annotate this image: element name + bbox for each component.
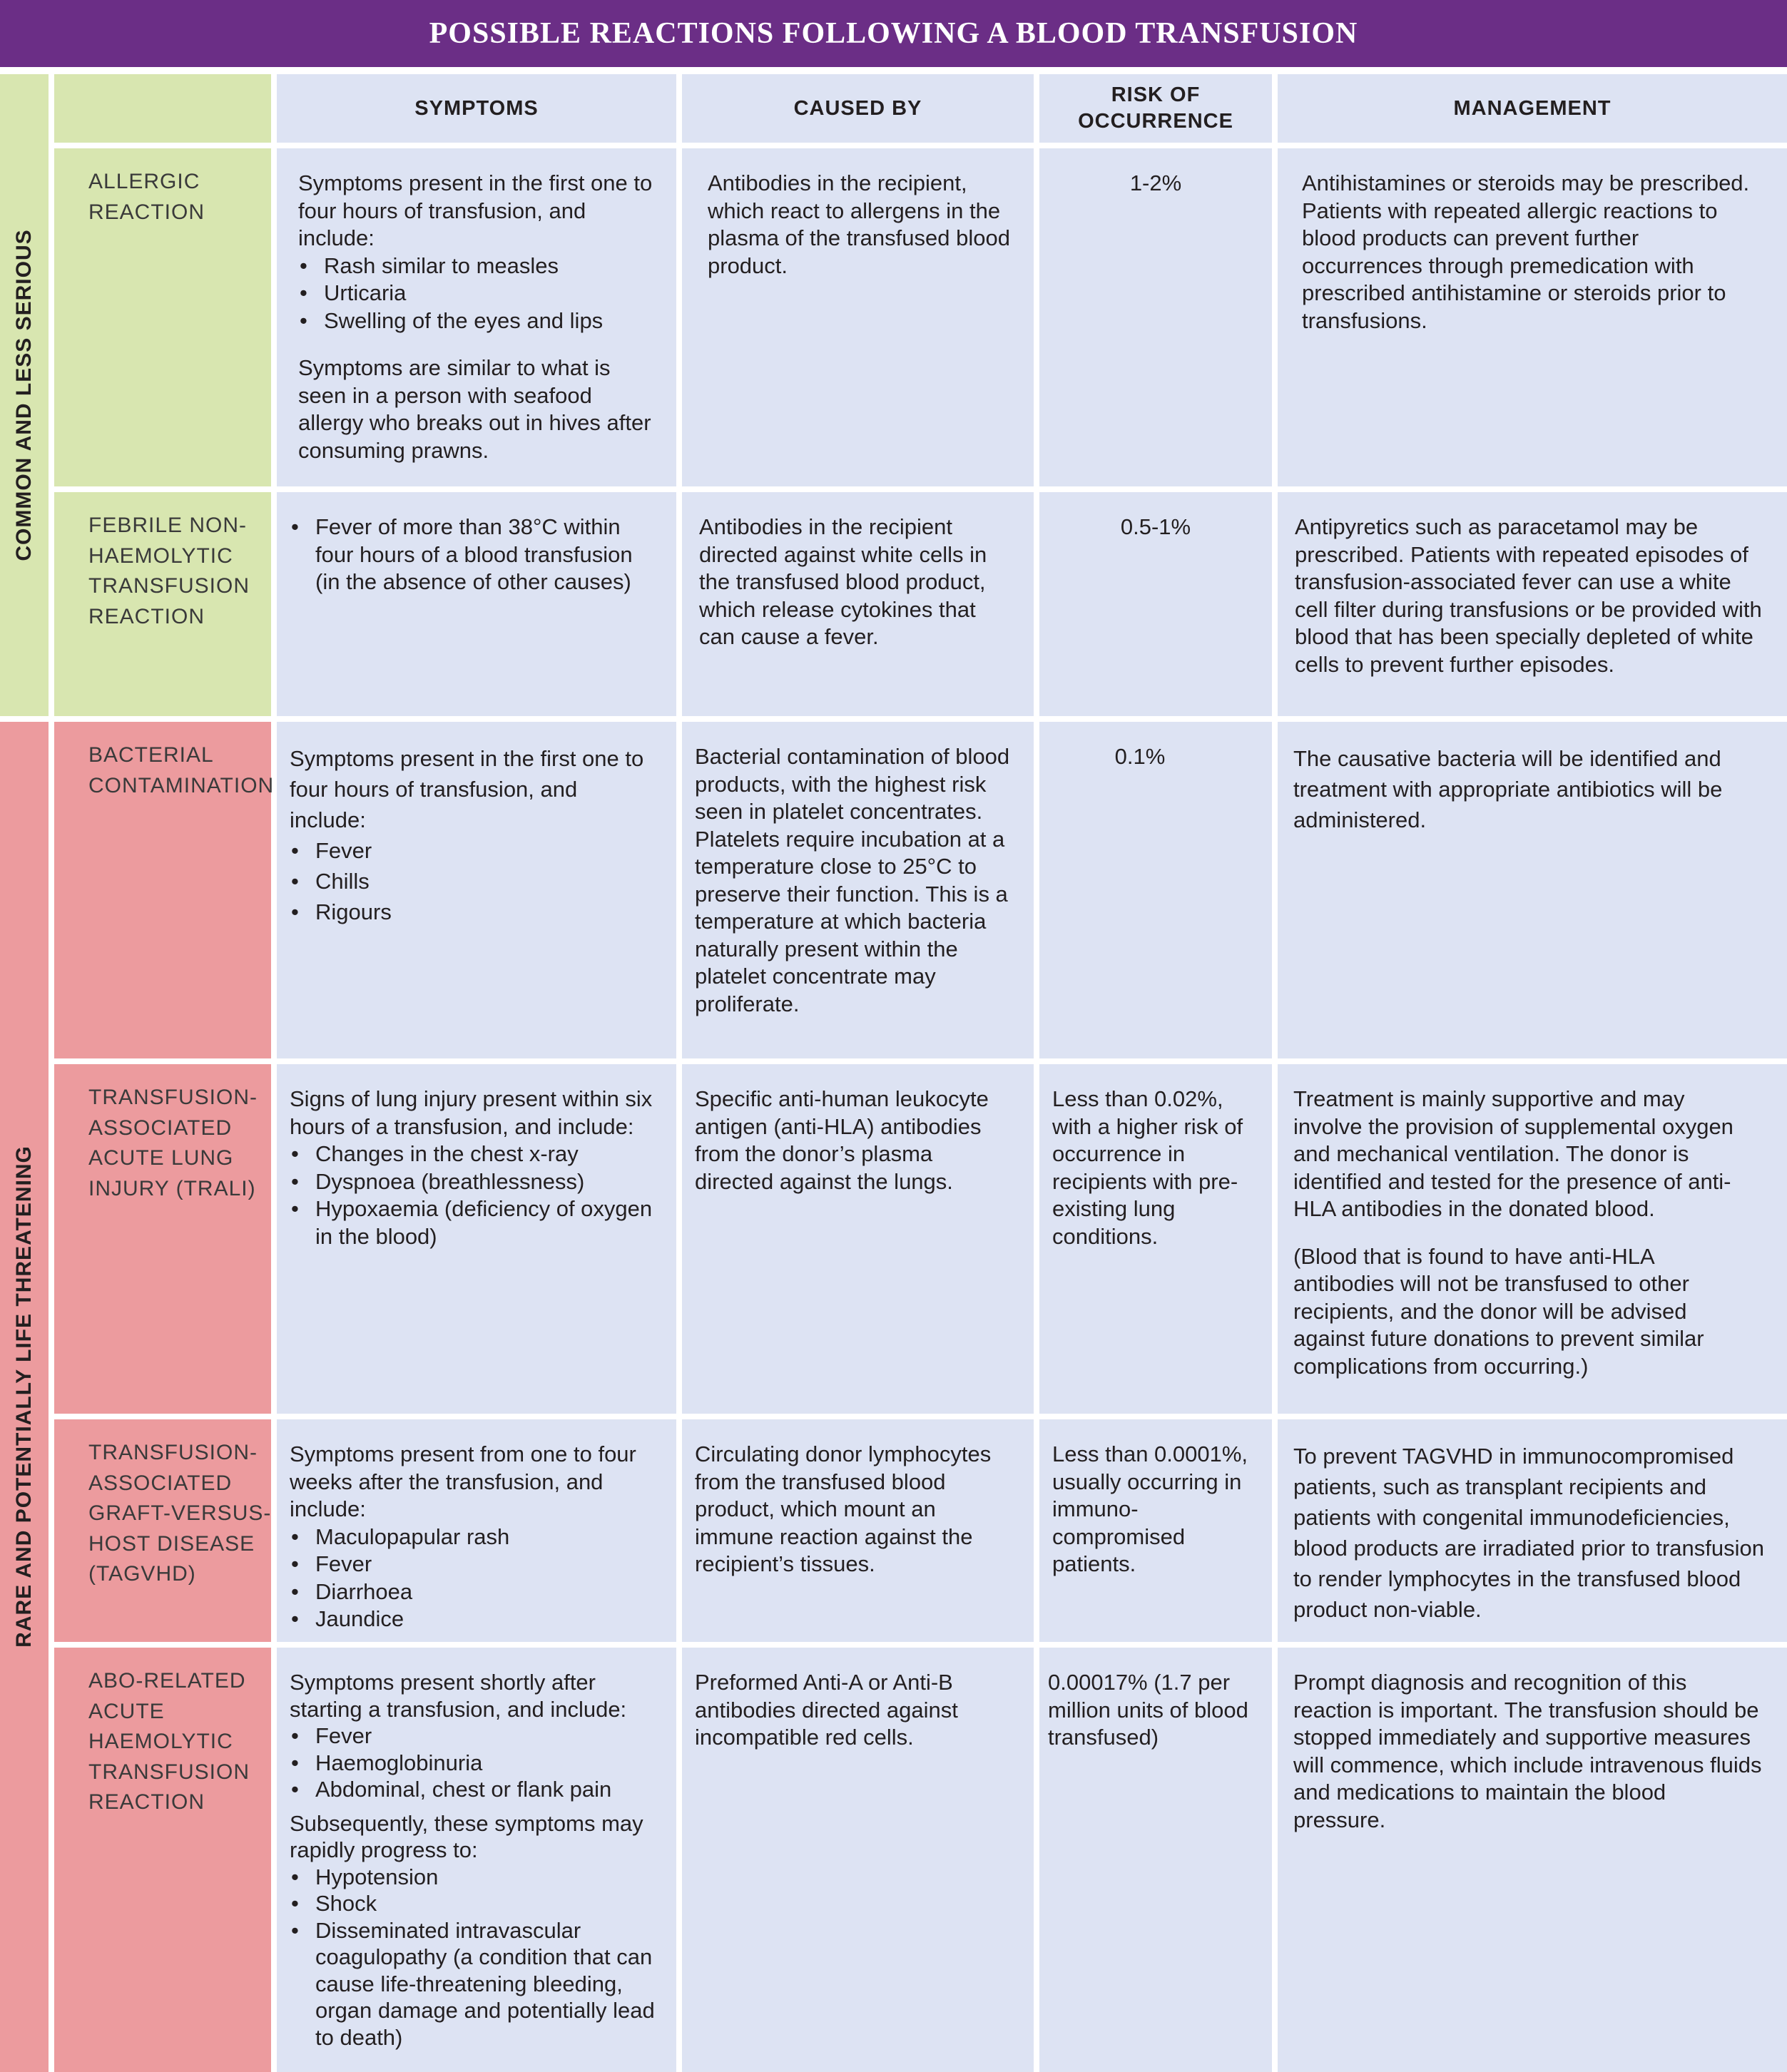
row-trali-caused-by bbox=[682, 1064, 1034, 1414]
header-risk-line2: OCCURRENCE bbox=[1078, 110, 1233, 133]
row-trali-risk bbox=[1039, 1064, 1272, 1414]
caused-by-text: Bacterial contamination of blood products, with the highest risk seen in platelet concentrates. Platelets require incubation at a temperature close to 25°C to preserve their function. This is a temperature at which bacteria naturally present within the platelet concentrate may proliferate. bbox=[695, 744, 1010, 1016]
group-common-label: COMMON AND LESS SERIOUS bbox=[12, 229, 36, 561]
caused-by-text: Antibodies in the recipient directed against white cells in the transfused blood product, which release cytokines that can cause a fever. bbox=[699, 514, 987, 649]
symptom-item: • Jaundice bbox=[290, 1606, 658, 1633]
row-febrile-caused-by bbox=[682, 492, 1034, 716]
name-line: INJURY (TRALI) bbox=[88, 1176, 256, 1200]
symptom-item: • Rigours bbox=[290, 897, 658, 927]
symptom-item: • Maculopapular rash bbox=[290, 1524, 658, 1551]
symptom-item: • Shock bbox=[290, 1890, 655, 1917]
symptom-item: • Fever of more than 38°C within four hours of a blood transfusion (in the absence of other causes) bbox=[290, 514, 648, 596]
row-allergic-caused-by bbox=[682, 148, 1034, 486]
row-abo-management bbox=[1278, 1648, 1787, 2072]
risk-text: 0.1% bbox=[1114, 744, 1166, 769]
row-tagvhd-caused-by bbox=[682, 1419, 1034, 1642]
header-risk-line1: RISK OF bbox=[1111, 83, 1201, 106]
header-symptoms-label: SYMPTOMS bbox=[414, 96, 539, 120]
header-caused-by-label: CAUSED BY bbox=[793, 96, 922, 120]
row-allergic-symptoms bbox=[277, 148, 676, 486]
name-line: TRANSFUSION- bbox=[88, 1086, 258, 1109]
name-line: GRAFT-VERSUS- bbox=[88, 1501, 272, 1525]
risk-text: Less than 0.0001%, usually occurring in immuno-compromised patients. bbox=[1052, 1441, 1248, 1576]
name-line: TRANSFUSION bbox=[88, 1760, 250, 1784]
row-bacterial-risk bbox=[1039, 722, 1272, 1058]
row-febrile-name bbox=[54, 492, 271, 716]
symptom-item: • Changes in the chest x-ray bbox=[290, 1140, 658, 1168]
row-abo-symptoms bbox=[277, 1648, 676, 2072]
caused-by-text: Antibodies in the recipient, which react to allergens in the plasma of the transfused blood product. bbox=[708, 170, 1010, 278]
symptom-item: • Hypoxaemia (deficiency of oxygen in the blood) bbox=[290, 1195, 658, 1250]
name-line: TRANSFUSION bbox=[88, 574, 250, 598]
risk-text: 0.5-1% bbox=[1120, 514, 1191, 539]
symptoms-list bbox=[290, 835, 658, 927]
management-text: Antipyretics such as paracetamol may be prescribed. Patients with repeated episodes of transfusion-associated fever can use a white cell filter during transfusions or be provided with blood that has been specially depleted of white cells to prevent further episodes. bbox=[1295, 514, 1762, 677]
symptoms-intro: Signs of lung injury present within six hours of a transfusion, and include: bbox=[290, 1086, 653, 1139]
name-line: (TAGVHD) bbox=[88, 1562, 196, 1586]
symptom-item: • Abdominal, chest or flank pain bbox=[290, 1776, 655, 1803]
row-tagvhd-risk bbox=[1039, 1419, 1272, 1642]
name-line: ACUTE LUNG bbox=[88, 1146, 234, 1170]
row-febrile-management bbox=[1278, 492, 1787, 716]
row-febrile-risk bbox=[1039, 492, 1272, 716]
symptom-item: • Disseminated intravascular coagulopathy (a condition that can cause life-threatening bleeding, organ damage and potentially lead to death) bbox=[290, 1917, 655, 2051]
row-bacterial-symptoms bbox=[277, 722, 676, 1058]
header-caused-by bbox=[682, 74, 1034, 143]
name-line: ABO-RELATED bbox=[88, 1669, 246, 1693]
name-line: REACTION bbox=[88, 1790, 205, 1814]
row-bacterial-name bbox=[54, 722, 275, 1058]
caused-by-text: Circulating donor lymphocytes from the transfused blood product, which mount an immune reaction against the recipient’s tissues. bbox=[695, 1441, 992, 1576]
symptoms-list bbox=[290, 1140, 658, 1250]
row-allergic-risk bbox=[1039, 148, 1272, 486]
management-text: Prompt diagnosis and recognition of this reaction is important. The transfusion should be stopped immediately and supportive measures will commence, which include intravenous fluids and medications to maintain the blood pressure. bbox=[1293, 1670, 1762, 1832]
row-allergic-management bbox=[1278, 148, 1787, 486]
symptoms-list bbox=[290, 1723, 655, 1803]
name-line: ALLERGIC bbox=[88, 170, 200, 193]
name-line: CONTAMINATION bbox=[88, 773, 275, 797]
name-line: ACUTE bbox=[88, 1699, 165, 1723]
title-bar bbox=[0, 0, 1787, 67]
name-line: REACTION bbox=[88, 200, 205, 224]
name-line: ASSOCIATED bbox=[88, 1116, 233, 1140]
name-line: REACTION bbox=[88, 604, 205, 628]
symptom-item: • Haemoglobinuria bbox=[290, 1750, 655, 1777]
row-abo-name bbox=[54, 1648, 271, 2072]
symptoms-note: Subsequently, these symptoms may rapidly progress to: bbox=[290, 1810, 643, 1862]
symptom-item: • Dyspnoea (breathlessness) bbox=[290, 1168, 658, 1196]
group-common-band bbox=[0, 74, 49, 716]
risk-text: 1-2% bbox=[1129, 170, 1182, 195]
row-abo-risk bbox=[1039, 1648, 1272, 2072]
symptom-item: • Rash similar to measles bbox=[298, 252, 658, 280]
management-text: Antihistamines or steroids may be prescribed. Patients with repeated allergic reactions to blood products can prevent further occurrences through premedication with prescribed antihistamine or steroids prior to transfusions. bbox=[1302, 170, 1750, 333]
symptoms-intro: Symptoms present from one to four weeks after the transfusion, and include: bbox=[290, 1441, 636, 1521]
management-text: Treatment is mainly supportive and may involve the provision of supplemental oxygen and mechanical ventilation. The donor is identified and tested for the presence of anti-HLA antibodies in the donated blood. bbox=[1293, 1086, 1733, 1221]
row-abo-caused-by bbox=[682, 1648, 1034, 2072]
symptom-item: • Chills bbox=[290, 866, 658, 897]
header-management bbox=[1278, 74, 1787, 143]
symptom-item: • Hypotension bbox=[290, 1864, 655, 1891]
symptom-item: • Swelling of the eyes and lips bbox=[298, 307, 658, 335]
row-febrile-symptoms bbox=[277, 492, 676, 716]
management-note: (Blood that is found to have anti-HLA antibodies will not be transfused to other recipients, and the donor will be advised against future donations to prevent similar complications from occurring.) bbox=[1293, 1243, 1704, 1379]
caused-by-text: Preformed Anti-A or Anti-B antibodies directed against incompatible red cells. bbox=[695, 1670, 958, 1750]
symptom-item: • Diarrhoea bbox=[290, 1578, 658, 1606]
row-trali-name bbox=[54, 1064, 271, 1414]
symptoms-list bbox=[290, 514, 648, 596]
symptoms-intro: Symptoms present in the first one to four hours of transfusion, and include: bbox=[290, 746, 644, 832]
name-line: ASSOCIATED bbox=[88, 1471, 233, 1495]
row-allergic-name bbox=[54, 148, 271, 486]
caused-by-text: Specific anti-human leukocyte antigen (anti-HLA) antibodies from the donor’s plasma directed against the lungs. bbox=[695, 1086, 989, 1194]
header-risk bbox=[1039, 74, 1272, 143]
group-rare-band bbox=[0, 722, 49, 2072]
symptom-item: • Fever bbox=[290, 1723, 655, 1750]
symptoms-intro: Symptoms present shortly after starting a transfusion, and include: bbox=[290, 1670, 627, 1722]
symptoms-list bbox=[298, 252, 658, 335]
risk-text: 0.00017% (1.7 per million units of blood transfused) bbox=[1048, 1670, 1248, 1750]
symptom-item: • Urticaria bbox=[298, 280, 658, 307]
symptom-item: • Fever bbox=[290, 1551, 658, 1578]
group-rare-label: RARE AND POTENTIALLY LIFE THREATENING bbox=[12, 1145, 36, 1648]
name-line: BACTERIAL bbox=[88, 743, 214, 767]
symptom-item: • Fever bbox=[290, 835, 658, 866]
header-blank bbox=[54, 74, 271, 143]
symptoms-intro: Symptoms present in the first one to four hours of transfusion, and include: bbox=[298, 170, 653, 250]
row-tagvhd-name bbox=[54, 1419, 271, 1642]
risk-text: Less than 0.02%, with a higher risk of occurrence in recipients with pre-existing lung conditions. bbox=[1052, 1086, 1243, 1249]
name-line: HAEMOLYTIC bbox=[88, 543, 233, 568]
name-line: HOST DISEASE bbox=[88, 1531, 255, 1556]
symptoms-list-progression bbox=[290, 1864, 655, 2051]
row-trali-symptoms bbox=[277, 1064, 676, 1414]
row-bacterial-management bbox=[1278, 722, 1787, 1058]
header-management-label: MANAGEMENT bbox=[1453, 96, 1612, 120]
symptoms-note: Symptoms are similar to what is seen in a person with seafood allergy who breaks out in hives after consuming prawns. bbox=[298, 355, 651, 463]
name-line: FEBRILE NON- bbox=[88, 514, 248, 537]
symptoms-list bbox=[290, 1524, 658, 1633]
row-tagvhd-management bbox=[1278, 1419, 1787, 1642]
row-trali-management bbox=[1278, 1064, 1787, 1414]
page-title: POSSIBLE REACTIONS FOLLOWING A BLOOD TRANSFUSION bbox=[429, 17, 1358, 50]
header-symptoms bbox=[277, 74, 676, 143]
name-line: HAEMOLYTIC bbox=[88, 1730, 233, 1753]
name-line: TRANSFUSION- bbox=[88, 1441, 258, 1464]
row-tagvhd-symptoms bbox=[277, 1419, 676, 1642]
management-text: To prevent TAGVHD in immunocompromised patients, such as transplant recipients and patients with congenital immunodeficiencies, blood products are irradiated prior to transfusion to render lymphocytes in the transfused blood product non-viable. bbox=[1293, 1444, 1764, 1622]
row-bacterial-caused-by bbox=[682, 722, 1034, 1058]
management-text: The causative bacteria will be identified and treatment with appropriate antibiotics will be administered. bbox=[1293, 746, 1723, 832]
